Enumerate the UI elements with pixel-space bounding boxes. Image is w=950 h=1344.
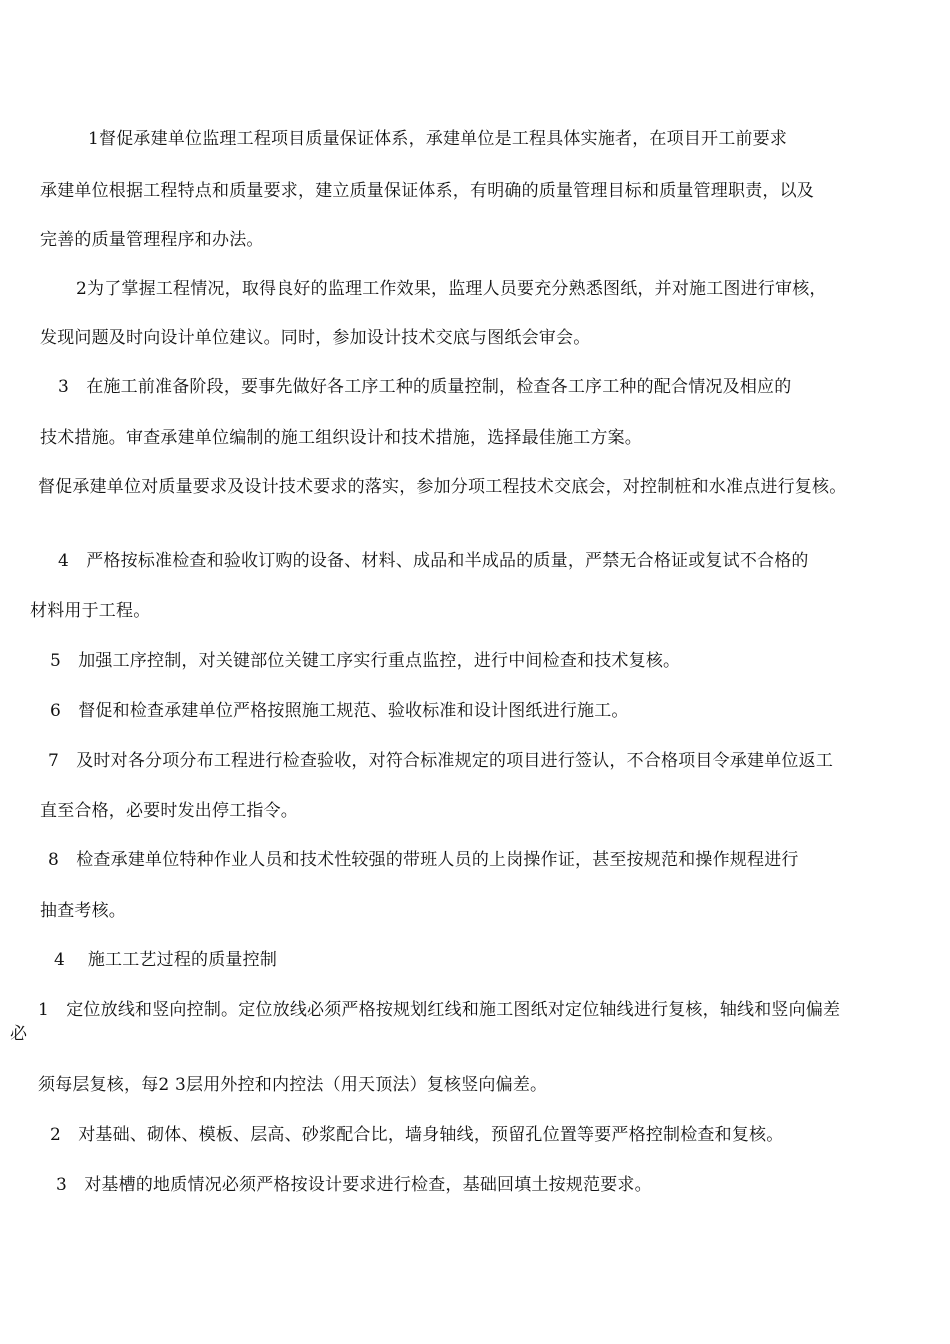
paragraph-1-line-2: 承建单位根据工程特点和质量要求，建立质量保证体系，有明确的质量管理目标和质量管理职责，以及	[40, 181, 814, 201]
paragraph-4-line-2: 材料用于工程。	[30, 601, 151, 621]
paragraph-4-line-1: 4 严格按标准检查和验收订购的设备、材料、成品和半成品的质量，严禁无合格证或复试不合格的	[58, 551, 809, 571]
section-heading: 4 施工工艺过程的质量控制	[54, 950, 278, 970]
paragraph-5-line-1: 5 加强工序控制，对关键部位关键工序实行重点监控，进行中间检查和技术复核。	[50, 651, 681, 671]
section-item-1-line-3: 须每层复核，每2 3层用外控和内控法（用天顶法）复核竖向偏差。	[38, 1075, 548, 1095]
paragraph-8-line-1: 8 检查承建单位特种作业人员和技术性较强的带班人员的上岗操作证，甚至按规范和操作规程进行	[48, 850, 799, 870]
paragraph-3-line-2: 技术措施。审查承建单位编制的施工组织设计和技术措施，选择最佳施工方案。	[40, 428, 642, 448]
paragraph-2-line-2: 发现问题及时向设计单位建议。同时，参加设计技术交底与图纸会审会。	[40, 328, 591, 348]
paragraph-1-line-1: 1督促承建单位监理工程项目质量保证体系，承建单位是工程具体实施者，在项目开工前要求	[88, 129, 788, 149]
paragraph-7-line-1: 7 及时对各分项分布工程进行检查验收，对符合标准规定的项目进行签认，不合格项目令承建单位返工	[48, 751, 834, 771]
paragraph-2-line-1: 2为了掌握工程情况，取得良好的监理工作效果，监理人员要充分熟悉图纸，并对施工图进行审核，	[76, 279, 827, 299]
paragraph-3-line-1: 3 在施工前准备阶段，要事先做好各工序工种的质量控制，检查各工序工种的配合情况及相应的	[58, 377, 792, 397]
section-item-3-line-1: 3 对基槽的地质情况必须严格按设计要求进行检查，基础回填土按规范要求。	[56, 1175, 652, 1195]
paragraph-3-line-3: 督促承建单位对质量要求及设计技术要求的落实，参加分项工程技术交底会，对控制桩和水准点进行复核。	[38, 477, 847, 497]
paragraph-6-line-1: 6 督促和检查承建单位严格按照施工规范、验收标准和设计图纸进行施工。	[50, 701, 629, 721]
paragraph-7-line-2: 直至合格，必要时发出停工指令。	[40, 801, 298, 821]
section-item-2-line-1: 2 对基础、砌体、模板、层高、砂浆配合比，墙身轴线，预留孔位置等要严格控制检查和复核。	[50, 1125, 784, 1145]
paragraph-8-line-2: 抽查考核。	[40, 901, 126, 921]
paragraph-1-line-3: 完善的质量管理程序和办法。	[40, 230, 264, 250]
section-item-1-line-2: 必	[10, 1024, 28, 1044]
section-item-1-line-1: 1 定位放线和竖向控制。定位放线必须严格按规划红线和施工图纸对定位轴线进行复核，轴线和竖向偏差	[38, 1000, 841, 1020]
